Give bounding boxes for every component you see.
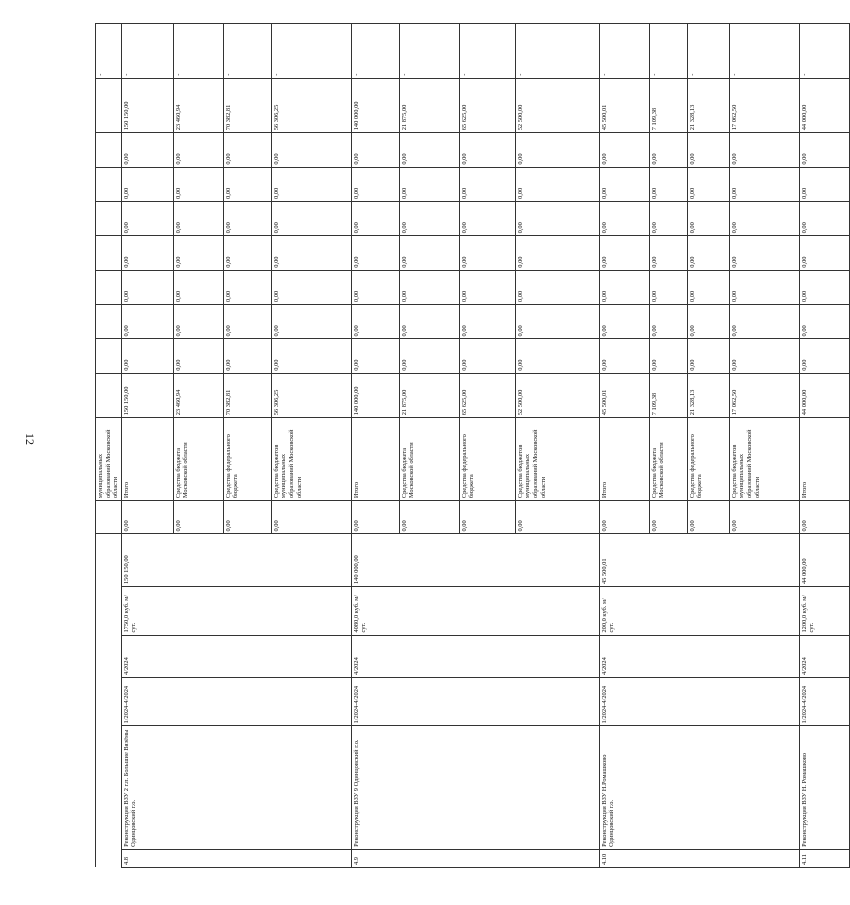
work-period: 1/2024-4/2024 — [599, 677, 799, 726]
amount-cell: 0,00 — [515, 133, 599, 167]
amount-cell: 0,00 — [223, 339, 271, 373]
funding-source: Средства федерального бюджета — [223, 418, 271, 501]
capacity: 1750,0 куб. м/сут. — [121, 587, 351, 636]
amount-cell: 0,00 — [729, 305, 799, 339]
amount-cell: 0,00 — [173, 305, 223, 339]
funding-source: Средства бюджета Московской области — [649, 418, 687, 501]
amount-cell: 0,00 — [121, 202, 173, 236]
amount-cell: 0,00 — [599, 167, 649, 201]
amount-cell: 0,00 — [515, 202, 599, 236]
amount-cell: 0,00 — [173, 133, 223, 167]
amount-cell: 0,00 — [649, 133, 687, 167]
amount-cell: 150 150,00 — [121, 78, 173, 133]
amount-cell: 21 875,00 — [399, 78, 459, 133]
amount-cell: 0,00 — [399, 133, 459, 167]
work-period: 1/2024-4/2024 — [351, 677, 599, 726]
table-row — [351, 24, 399, 868]
finish-date: 4/2024 — [121, 635, 351, 677]
amount-cell: 0,00 — [599, 202, 649, 236]
amount-cell: 0,00 — [351, 167, 399, 201]
dash-cell: - — [271, 24, 351, 79]
paid-amount: 0,00 — [351, 501, 399, 534]
amount-cell: 150 150,00 — [121, 373, 173, 417]
dash-cell: - — [173, 24, 223, 79]
amount-cell: 0,00 — [799, 270, 849, 304]
table-row — [799, 24, 849, 868]
amount-cell: 21 328,13 — [687, 373, 729, 417]
amount-cell: 44 000,00 — [799, 78, 849, 133]
amount-cell: 0,00 — [459, 236, 515, 270]
amount-cell: 70 382,81 — [223, 373, 271, 417]
amount-cell: 45 500,01 — [599, 78, 649, 133]
amount-cell: 140 000,00 — [351, 373, 399, 417]
amount-cell: 0,00 — [799, 305, 849, 339]
amount-cell: 0,00 — [599, 270, 649, 304]
amount-cell: 70 382,81 — [223, 78, 271, 133]
amount-cell: 65 625,00 — [459, 78, 515, 133]
amount-cell: 52 500,00 — [515, 373, 599, 417]
amount-cell: 0,00 — [799, 167, 849, 201]
amount-cell: 0,00 — [271, 202, 351, 236]
funding-source: Средства бюджета Московской области — [173, 418, 223, 501]
amount-cell: 0,00 — [271, 236, 351, 270]
amount-cell: 0,00 — [729, 339, 799, 373]
amount-cell: 0,00 — [399, 236, 459, 270]
amount-cell: 0,00 — [173, 167, 223, 201]
total-cost: 44 000,00 — [799, 534, 849, 587]
amount-cell: 0,00 — [351, 133, 399, 167]
amount-cell: 23 460,94 — [173, 373, 223, 417]
work-period: 1/2024-4/2024 — [121, 677, 351, 726]
dash-cell: - — [399, 24, 459, 79]
dash-cell: - — [351, 24, 399, 79]
dash-cell: - — [729, 24, 799, 79]
amount-cell: 7 109,38 — [649, 373, 687, 417]
amount-cell: 0,00 — [351, 202, 399, 236]
amount-cell: 0,00 — [271, 133, 351, 167]
object-name: Реконструкция ВЗУ Н.Ромашково Одинцовский г.о. — [599, 726, 799, 849]
total-cost: 45 500,01 — [599, 534, 799, 587]
object-name: Реконструкция ВЗУ 9 Одинцовский г.о. — [351, 726, 599, 849]
amount-cell: 0,00 — [271, 339, 351, 373]
amount-cell: 0,00 — [729, 270, 799, 304]
amount-cell: 0,00 — [599, 236, 649, 270]
amount-cell: 0,00 — [729, 133, 799, 167]
amount-cell: 0,00 — [271, 167, 351, 201]
amount-cell: 0,00 — [515, 236, 599, 270]
amount-cell: 0,00 — [515, 167, 599, 201]
dash-cell: - — [223, 24, 271, 79]
total-cost: 140 000,00 — [351, 534, 599, 587]
dash-cell: - — [96, 24, 122, 79]
paid-amount: 0,00 — [599, 501, 649, 534]
amount-cell: 0,00 — [599, 133, 649, 167]
amount-cell: 0,00 — [799, 202, 849, 236]
item-number: 4.11 — [799, 849, 849, 867]
funding-source: Итого — [599, 418, 649, 501]
amount-cell: 0,00 — [687, 305, 729, 339]
amount-cell: 0,00 — [399, 167, 459, 201]
amount-cell: 0,00 — [173, 202, 223, 236]
amount-cell: 0,00 — [649, 305, 687, 339]
paid-amount: 0,00 — [173, 501, 223, 534]
amount-cell: 0,00 — [223, 236, 271, 270]
table-body — [96, 24, 850, 868]
paid-amount: 0,00 — [729, 501, 799, 534]
amount-cell: 0,00 — [729, 202, 799, 236]
amount-cell: 45 500,01 — [599, 373, 649, 417]
amount-cell: 17 062,50 — [729, 78, 799, 133]
funding-source: Средства федерального бюджета — [459, 418, 515, 501]
dash-cell: - — [649, 24, 687, 79]
amount-cell: 52 500,00 — [515, 78, 599, 133]
amount-cell: 0,00 — [271, 270, 351, 304]
funding-source: Средства бюджетов муниципальных образований Московской области — [271, 418, 351, 501]
object-name: Реконструкция ВЗУ 2 г.п. Большие Вязёмы Одинцовский г.о. — [121, 726, 351, 849]
amount-cell: 0,00 — [459, 202, 515, 236]
funding-source: Итого — [799, 418, 849, 501]
amount-cell: 0,00 — [799, 133, 849, 167]
capacity: 1200,0 куб. м/сут. — [799, 587, 849, 636]
amount-cell: 0,00 — [459, 167, 515, 201]
amount-cell: 0,00 — [351, 305, 399, 339]
amount-cell: 0,00 — [121, 167, 173, 201]
amount-cell: 0,00 — [459, 270, 515, 304]
amount-cell: 0,00 — [459, 133, 515, 167]
amount-cell: 0,00 — [173, 339, 223, 373]
amount-cell: 0,00 — [223, 270, 271, 304]
financing-table — [95, 23, 850, 868]
funding-source: Средства бюджетов муниципальных образований Московской области — [515, 418, 599, 501]
amount-cell: 0,00 — [351, 236, 399, 270]
finish-date: 4/2024 — [799, 635, 849, 677]
amount-cell: 0,00 — [649, 202, 687, 236]
work-period: 1/2024-4/2024 — [799, 677, 849, 726]
paid-amount: 0,00 — [223, 501, 271, 534]
amount-cell: 0,00 — [173, 270, 223, 304]
amount-cell: 0,00 — [121, 133, 173, 167]
amount-cell: 0,00 — [121, 339, 173, 373]
dash-cell: - — [799, 24, 849, 79]
amount-cell: 0,00 — [687, 236, 729, 270]
source-continuation: муниципальных образований Московской области — [96, 418, 122, 501]
amount-cell: 0,00 — [649, 339, 687, 373]
table-row — [599, 24, 649, 868]
amount-cell: 0,00 — [515, 339, 599, 373]
paid-amount: 0,00 — [515, 501, 599, 534]
amount-cell: 0,00 — [515, 270, 599, 304]
amount-cell: 0,00 — [729, 167, 799, 201]
amount-cell: 0,00 — [121, 270, 173, 304]
paid-amount: 0,00 — [271, 501, 351, 534]
dash-cell: - — [459, 24, 515, 79]
amount-cell: 0,00 — [223, 133, 271, 167]
amount-cell: 0,00 — [399, 202, 459, 236]
amount-cell: 0,00 — [687, 167, 729, 201]
amount-cell: 0,00 — [399, 270, 459, 304]
paid-amount: 0,00 — [399, 501, 459, 534]
item-number: 4.8 — [121, 849, 351, 867]
amount-cell: 56 306,25 — [271, 78, 351, 133]
amount-cell: 0,00 — [649, 236, 687, 270]
paid-amount: 0,00 — [799, 501, 849, 534]
amount-cell: 0,00 — [173, 236, 223, 270]
amount-cell: 0,00 — [515, 305, 599, 339]
paid-amount: 0,00 — [649, 501, 687, 534]
paid-amount: 0,00 — [459, 501, 515, 534]
dash-cell: - — [515, 24, 599, 79]
funding-source: Итого — [121, 418, 173, 501]
paid-amount: 0,00 — [687, 501, 729, 534]
paid-amount: 0,00 — [121, 501, 173, 534]
amount-cell: 0,00 — [121, 305, 173, 339]
amount-cell: 0,00 — [121, 236, 173, 270]
amount-cell: 21 328,13 — [687, 78, 729, 133]
amount-cell: 0,00 — [223, 167, 271, 201]
amount-cell: 0,00 — [687, 339, 729, 373]
amount-cell: 0,00 — [687, 202, 729, 236]
amount-cell: 0,00 — [649, 167, 687, 201]
continuation-row — [96, 24, 122, 868]
amount-cell: 0,00 — [649, 270, 687, 304]
finish-date: 4/2024 — [599, 635, 799, 677]
amount-cell: 0,00 — [399, 339, 459, 373]
table-row — [121, 24, 173, 868]
total-cost: 150 150,00 — [121, 534, 351, 587]
amount-cell: 23 460,94 — [173, 78, 223, 133]
capacity: 4080,0 куб. м/сут. — [351, 587, 599, 636]
amount-cell: 21 875,00 — [399, 373, 459, 417]
funding-source: Итого — [351, 418, 399, 501]
amount-cell: 0,00 — [223, 305, 271, 339]
item-number: 4.9 — [351, 849, 599, 867]
amount-cell: 0,00 — [599, 305, 649, 339]
amount-cell: 0,00 — [223, 202, 271, 236]
amount-cell: 0,00 — [687, 270, 729, 304]
amount-cell: 0,00 — [399, 305, 459, 339]
amount-cell: 0,00 — [799, 236, 849, 270]
amount-cell: 65 625,00 — [459, 373, 515, 417]
amount-cell: 0,00 — [799, 339, 849, 373]
object-name: Реконструкция ВЗУ Н. Ромашково — [799, 726, 849, 849]
item-number: 4.10 — [599, 849, 799, 867]
rotated-table-container — [95, 23, 816, 868]
dash-cell: - — [687, 24, 729, 79]
amount-cell: 0,00 — [729, 236, 799, 270]
amount-cell: 0,00 — [351, 270, 399, 304]
finish-date: 4/2024 — [351, 635, 599, 677]
page-number: 12 — [23, 433, 37, 445]
funding-source: Средства федерального бюджета — [687, 418, 729, 501]
dash-cell: - — [599, 24, 649, 79]
dash-cell: - — [121, 24, 173, 79]
amount-cell: 140 000,00 — [351, 78, 399, 133]
amount-cell: 0,00 — [271, 305, 351, 339]
amount-cell: 56 306,25 — [271, 373, 351, 417]
amount-cell: 0,00 — [687, 133, 729, 167]
amount-cell: 0,00 — [599, 339, 649, 373]
amount-cell: 7 109,38 — [649, 78, 687, 133]
amount-cell: 0,00 — [351, 339, 399, 373]
amount-cell: 17 062,50 — [729, 373, 799, 417]
funding-source: Средства бюджета Московской области — [399, 418, 459, 501]
amount-cell: 44 000,00 — [799, 373, 849, 417]
amount-cell: 0,00 — [459, 339, 515, 373]
capacity: 200,0 куб. м/сут. — [599, 587, 799, 636]
funding-source: Средства бюджетов муниципальных образований Московской области — [729, 418, 799, 501]
amount-cell: 0,00 — [459, 305, 515, 339]
